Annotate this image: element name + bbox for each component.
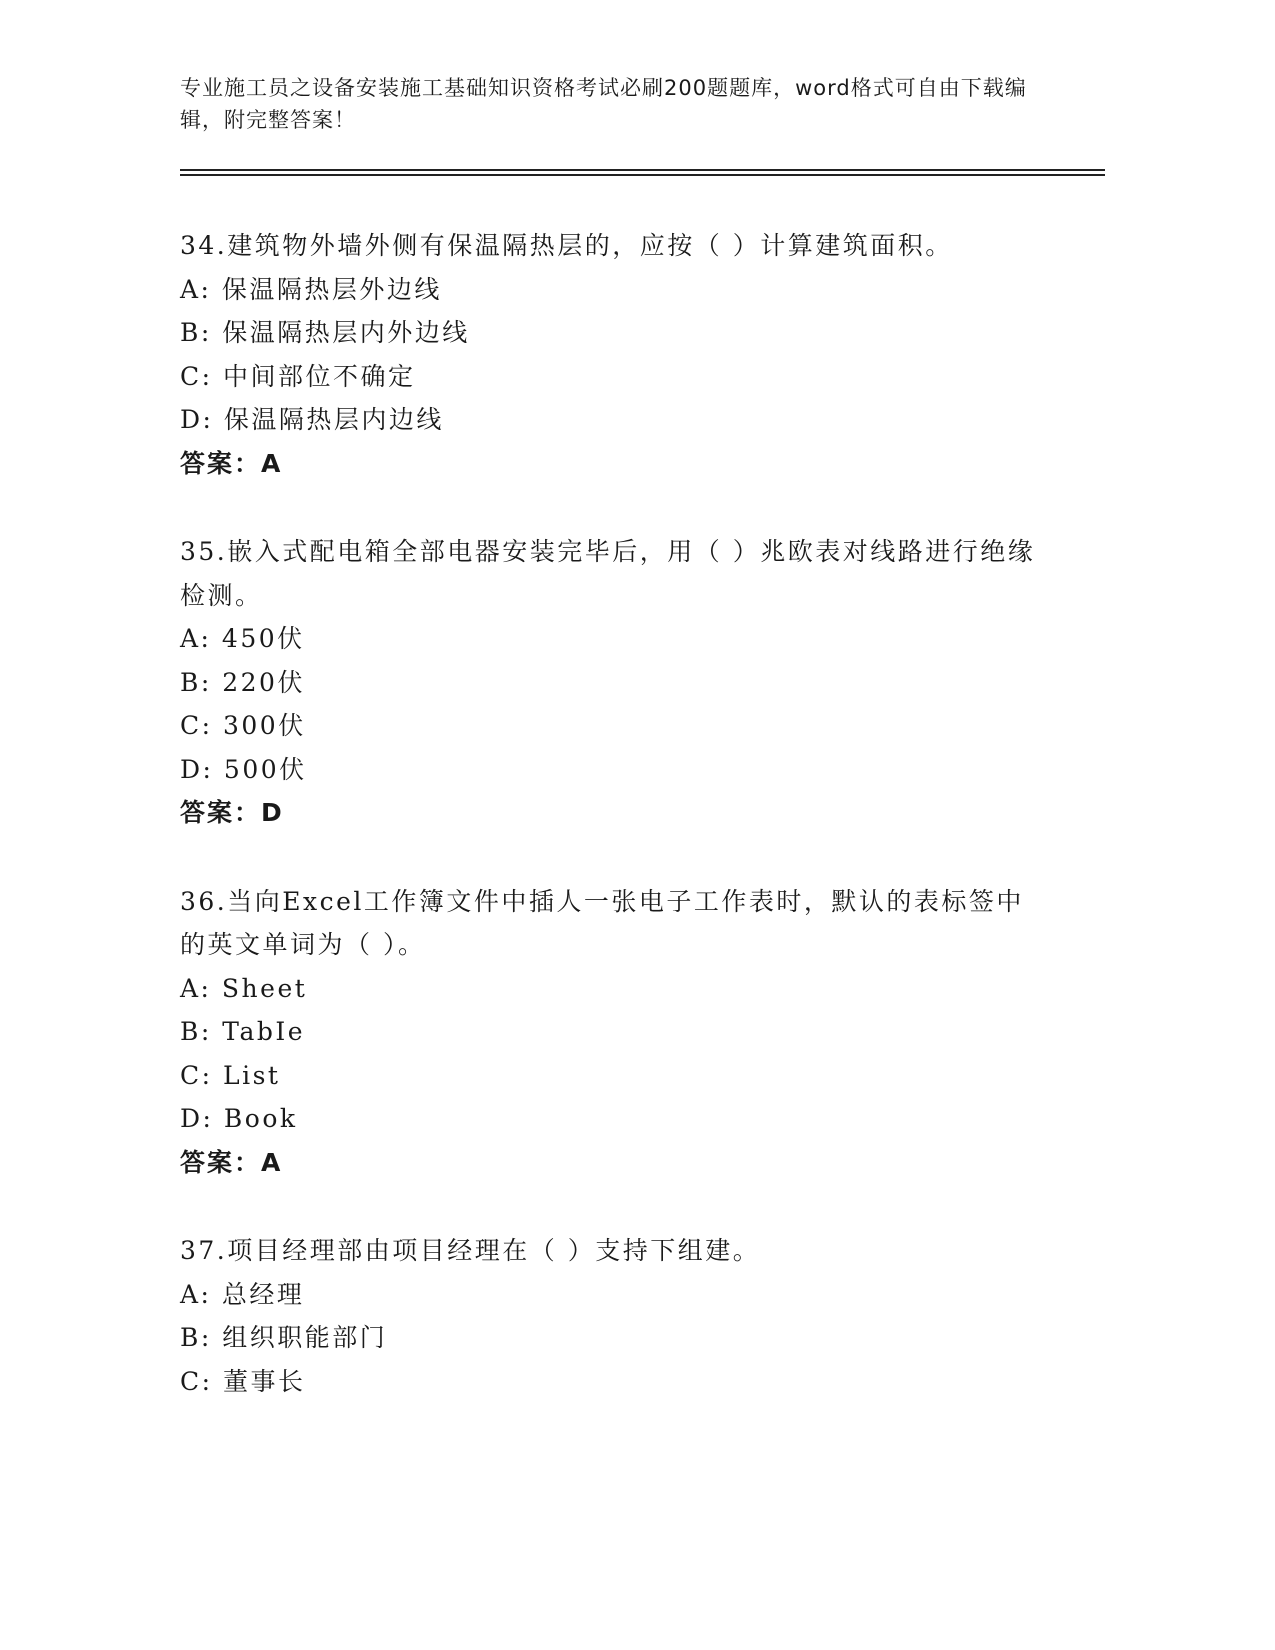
header-rule-top — [180, 169, 1105, 171]
option-a: A: 总经理 — [180, 1279, 305, 1309]
option-c: C: 300伏 — [180, 711, 306, 740]
question-list — [180, 224, 1060, 1448]
answer: 答案：D — [180, 798, 284, 827]
option-a: A: 保温隔热层外边线 — [180, 274, 442, 304]
answer: 答案：A — [180, 448, 283, 478]
option-d: D: Book — [180, 1104, 298, 1133]
option-a: A: 450伏 — [180, 624, 305, 653]
option-b: B: 保温隔热层内外边线 — [180, 318, 470, 347]
question-36 — [180, 880, 1060, 1185]
option-c: C: 董事长 — [180, 1366, 306, 1396]
option-a: A: Sheet — [180, 973, 308, 1003]
question-35 — [180, 530, 1060, 835]
option-d: D: 500伏 — [180, 754, 307, 784]
question-stem: 37.项目经理部由项目经理在（ ）支持下组建。 — [180, 1236, 761, 1265]
option-b: B: TabIe — [180, 1017, 306, 1046]
document-header: 专业施工员之设备安装施工基础知识资格考试必刷200题题库，word格式可自由下载编辑，附完整答案！ — [180, 76, 1027, 132]
question-34 — [180, 224, 1060, 485]
question-stem: 34.建筑物外墙外侧有保温隔热层的，应按（ ）计算建筑面积。 — [180, 231, 953, 260]
option-b: B: 220伏 — [180, 667, 305, 697]
option-d: D: 保温隔热层内边线 — [180, 405, 444, 434]
option-c: C: 中间部位不确定 — [180, 361, 416, 391]
answer: 答案：A — [180, 1147, 283, 1177]
question-37 — [180, 1229, 1060, 1403]
header-rule-bottom — [180, 174, 1105, 176]
question-stem: 35.嵌入式配电箱全部电器安装完毕后，用（ ）兆欧表对线路进行绝缘检测。 — [180, 537, 1036, 610]
question-stem: 36.当向Excel工作簿文件中插人一张电子工作表时，默认的表标签中的英文单词为（ ）。 — [180, 886, 1024, 959]
option-b: B: 组织职能部门 — [180, 1323, 388, 1352]
option-c: C: List — [180, 1060, 281, 1090]
